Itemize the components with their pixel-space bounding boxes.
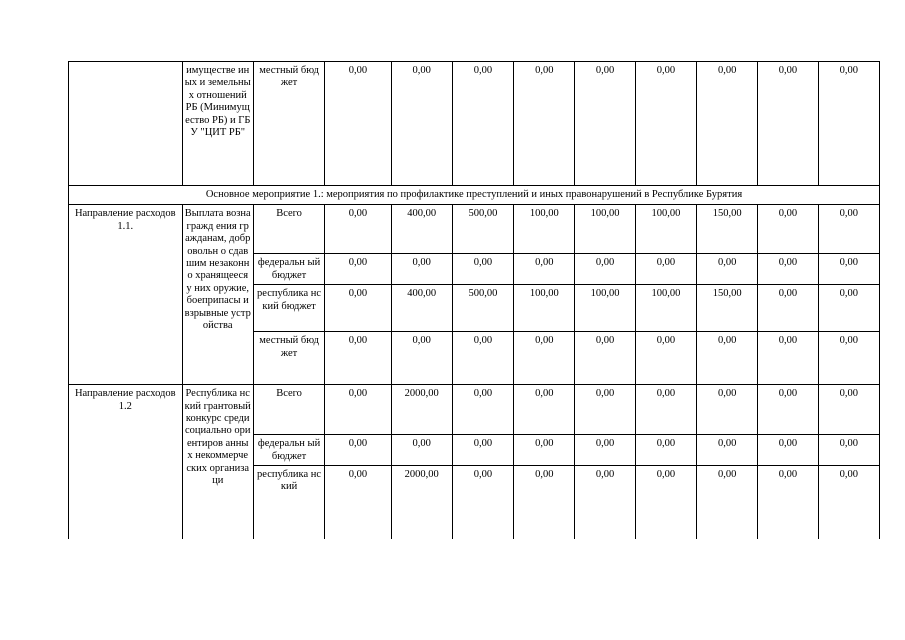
value-cell: 0,00 <box>818 466 879 539</box>
value-cell: 0,00 <box>697 385 758 435</box>
value-cell: 0,00 <box>514 435 575 466</box>
value-cell: 0,00 <box>325 285 391 332</box>
value-cell: 0,00 <box>818 332 879 385</box>
value-cell: 150,00 <box>697 285 758 332</box>
value-cell: 100,00 <box>514 285 575 332</box>
table-row <box>69 385 880 435</box>
section-heading-row <box>69 186 880 205</box>
value-cell: 0,00 <box>758 466 818 539</box>
value-cell: 2000,00 <box>391 385 452 435</box>
value-cell: 500,00 <box>452 205 513 254</box>
value-cell: 0,00 <box>325 205 391 254</box>
measure-cell: имуществе иных и земельных отношений РБ (Минимущ ество РБ) и ГБУ "ЦИТ РБ" <box>182 62 253 186</box>
value-cell: 0,00 <box>514 385 575 435</box>
value-cell: 0,00 <box>452 435 513 466</box>
value-cell: 0,00 <box>325 254 391 285</box>
value-cell: 0,00 <box>391 254 452 285</box>
direction-cell: Направление расходов 1.2 <box>69 385 183 539</box>
value-cell: 0,00 <box>758 205 818 254</box>
value-cell: 0,00 <box>514 62 575 186</box>
value-cell: 150,00 <box>697 205 758 254</box>
source-cell: местный бюджет <box>253 332 324 385</box>
value-cell: 0,00 <box>325 466 391 539</box>
value-cell: 0,00 <box>391 62 452 186</box>
value-cell: 0,00 <box>575 435 635 466</box>
budget-table <box>68 61 880 539</box>
value-cell: 0,00 <box>452 466 513 539</box>
source-cell: федеральн ый бюджет <box>253 435 324 466</box>
value-cell: 0,00 <box>575 385 635 435</box>
value-cell: 0,00 <box>325 435 391 466</box>
value-cell: 0,00 <box>635 62 696 186</box>
value-cell: 100,00 <box>514 205 575 254</box>
value-cell: 0,00 <box>514 254 575 285</box>
budget-table-body <box>69 62 880 539</box>
value-cell: 100,00 <box>575 285 635 332</box>
value-cell: 0,00 <box>452 332 513 385</box>
measure-cell: Республика нский грантовый конкурс среди социально ориентиров анных некоммерче ских организаци <box>182 385 253 539</box>
value-cell: 0,00 <box>514 466 575 539</box>
source-cell: федеральн ый бюджет <box>253 254 324 285</box>
value-cell: 0,00 <box>818 62 879 186</box>
measure-cell: Выплата вознагражд ения гражданам, добровольн о сдавшим незаконно хранящееся у них оружие, боеприпасы и взрывные устройства <box>182 205 253 385</box>
value-cell: 0,00 <box>635 385 696 435</box>
value-cell: 2000,00 <box>391 466 452 539</box>
value-cell: 0,00 <box>575 62 635 186</box>
value-cell: 0,00 <box>818 254 879 285</box>
value-cell: 0,00 <box>818 435 879 466</box>
value-cell: 500,00 <box>452 285 513 332</box>
value-cell: 0,00 <box>325 385 391 435</box>
value-cell: 0,00 <box>452 254 513 285</box>
value-cell: 0,00 <box>697 62 758 186</box>
table-row <box>69 205 880 254</box>
value-cell: 0,00 <box>635 435 696 466</box>
value-cell: 0,00 <box>818 205 879 254</box>
budget-table-page <box>68 61 880 539</box>
value-cell: 0,00 <box>635 466 696 539</box>
value-cell: 0,00 <box>391 332 452 385</box>
value-cell: 0,00 <box>575 332 635 385</box>
source-cell: Всего <box>253 205 324 254</box>
value-cell: 0,00 <box>635 254 696 285</box>
value-cell: 100,00 <box>635 285 696 332</box>
value-cell: 0,00 <box>452 62 513 186</box>
value-cell: 0,00 <box>697 332 758 385</box>
value-cell: 0,00 <box>575 254 635 285</box>
value-cell: 0,00 <box>758 254 818 285</box>
section-heading: Основное мероприятие 1.: мероприятия по профилактике преступлений и иных правонарушений в Республике Бурятия <box>69 186 880 205</box>
value-cell: 0,00 <box>758 62 818 186</box>
source-cell: республика нский <box>253 466 324 539</box>
value-cell: 0,00 <box>325 62 391 186</box>
value-cell: 100,00 <box>635 205 696 254</box>
value-cell: 0,00 <box>818 285 879 332</box>
value-cell: 100,00 <box>575 205 635 254</box>
source-cell: местный бюджет <box>253 62 324 186</box>
value-cell: 0,00 <box>758 385 818 435</box>
value-cell: 0,00 <box>818 385 879 435</box>
table-row <box>69 62 880 186</box>
value-cell: 0,00 <box>758 332 818 385</box>
value-cell: 0,00 <box>575 466 635 539</box>
value-cell: 0,00 <box>697 254 758 285</box>
source-cell: Всего <box>253 385 324 435</box>
value-cell: 0,00 <box>758 285 818 332</box>
value-cell: 0,00 <box>514 332 575 385</box>
value-cell: 0,00 <box>697 466 758 539</box>
value-cell: 0,00 <box>391 435 452 466</box>
direction-cell <box>69 62 183 186</box>
value-cell: 0,00 <box>758 435 818 466</box>
value-cell: 400,00 <box>391 205 452 254</box>
value-cell: 0,00 <box>697 435 758 466</box>
direction-cell: Направление расходов 1.1. <box>69 205 183 385</box>
source-cell: республика нский бюджет <box>253 285 324 332</box>
value-cell: 0,00 <box>635 332 696 385</box>
value-cell: 400,00 <box>391 285 452 332</box>
value-cell: 0,00 <box>452 385 513 435</box>
value-cell: 0,00 <box>325 332 391 385</box>
